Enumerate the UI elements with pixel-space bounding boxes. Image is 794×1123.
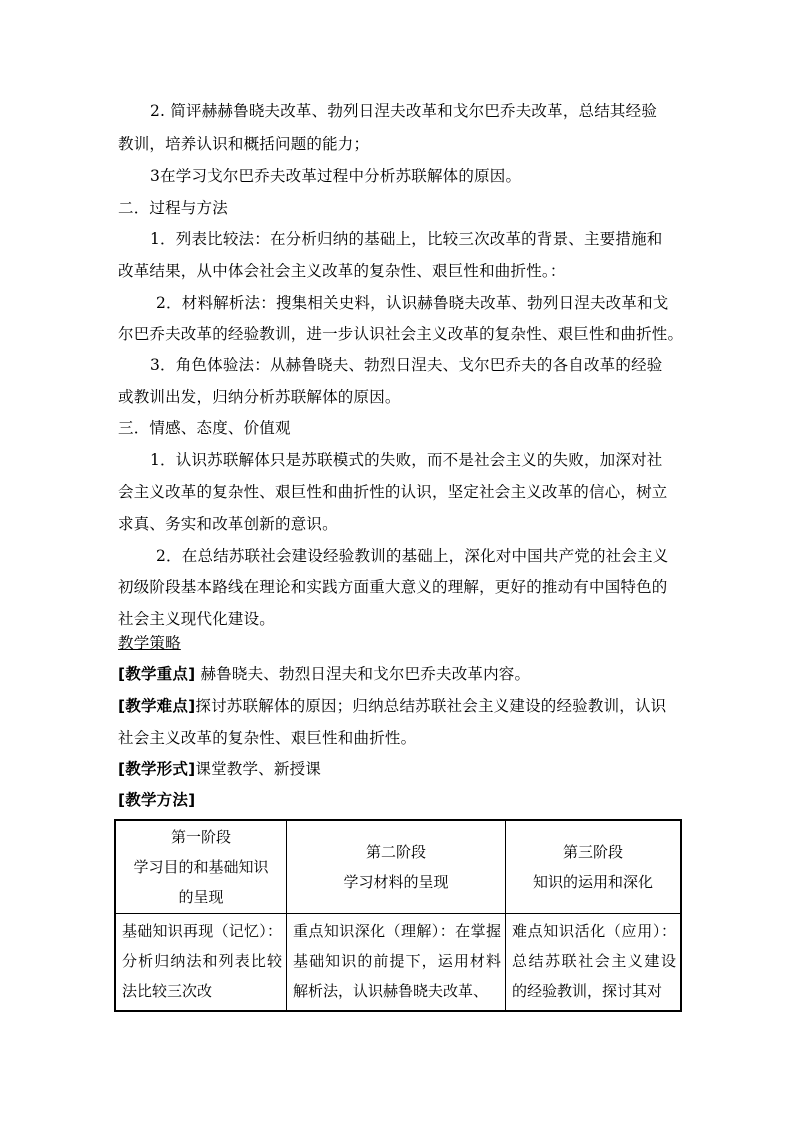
cell-stage-1: 基础知识再现（记忆）：分析归纳法和列表比较法比较三次改 [115,914,287,1012]
text-line: 三．情感、态度、价值观 [118,419,291,437]
header-stage-1: 第一阶段 学习目的和基础知识 的呈现 [115,820,287,914]
header-stage-2: 第二阶段 学习材料的呈现 [287,820,506,914]
form-line [118,759,321,779]
text-line: 或教训出发，归纳分析苏联解体的原因。 [118,388,401,406]
table-row [115,914,681,1012]
text-line: 1．列表比较法：在分析归纳的基础上，比较三次改革的背景、主要措施和 [150,230,663,248]
form-label: [教学形式] [118,760,196,778]
method-heading: [教学方法] [118,791,196,809]
strategy-heading: 教学策略 [118,634,181,652]
text-line: 社会主义现代化建设。 [118,610,276,628]
text-line: 教训，培养认识和概括问题的能力； [118,135,370,153]
text-line: 3在学习戈尔巴乔夫改革过程中分析苏联解体的原因。 [150,167,522,185]
text-line: 尔巴乔夫改革的经验教训，进一步认识社会主义改革的复杂性、艰巨性和曲折性。 [118,325,684,343]
table-header-row [115,820,681,914]
text-line: 1．认识苏联解体只是苏联模式的失败，而不是社会主义的失败，加深对社 [150,451,663,469]
text-line: 初级阶段基本路线在理论和实践方面重大意义的理解，更好的推动有中国特色的 [118,578,668,596]
difficulty-text: 探讨苏联解体的原因；归纳总结苏联社会主义建设的经验教训，认识 [195,697,667,715]
teaching-method-table [114,819,682,1012]
text-line: 2．材料解析法：搜集相关史料，认识赫鲁晓夫改革、勃列日涅夫改革和戈 [156,294,669,312]
focus-label: [教学重点] [118,665,196,683]
difficulty-line-2: 社会主义改革的复杂性、艰巨性和曲折性。 [118,729,417,747]
text-line: 改革结果，从中体会社会主义改革的复杂性、艰巨性和曲折性。： [118,262,566,280]
cell-stage-3: 难点知识活化（应用）：总结苏联社会主义建设的经验教训，探讨其对 [506,914,682,1012]
difficulty-label: [教学难点] [118,697,196,715]
text-line: 2．在总结苏联社会建设经验教训的基础上，深化对中国共产党的社会主义 [156,547,669,565]
text-line: 2. 简评赫赫鲁晓夫改革、勃列日涅夫改革和戈尔巴乔夫改革，总结其经验 [150,102,658,120]
difficulty-line [118,696,666,716]
text-line: 求真、务实和改革创新的意识。 [118,515,338,533]
form-text: 课堂教学、新授课 [195,760,321,778]
text-line: 二．过程与方法 [118,199,228,217]
header-stage-3: 第三阶段 知识的运用和深化 [506,820,682,914]
text-line: 3．角色体验法：从赫鲁晓夫、勃烈日涅夫、戈尔巴乔夫的各自改革的经验 [150,356,663,374]
focus-line [118,664,530,684]
cell-stage-2: 重点知识深化（理解）：在掌握基础知识的前提下，运用材料解析法，认识赫鲁晓夫改革、 [287,914,506,1012]
focus-text: 赫鲁晓夫、勃烈日涅夫和戈尔巴乔夫改革内容。 [195,665,531,683]
text-line: 会主义改革的复杂性、艰巨性和曲折性的认识，坚定社会主义改革的信心，树立 [118,483,668,501]
